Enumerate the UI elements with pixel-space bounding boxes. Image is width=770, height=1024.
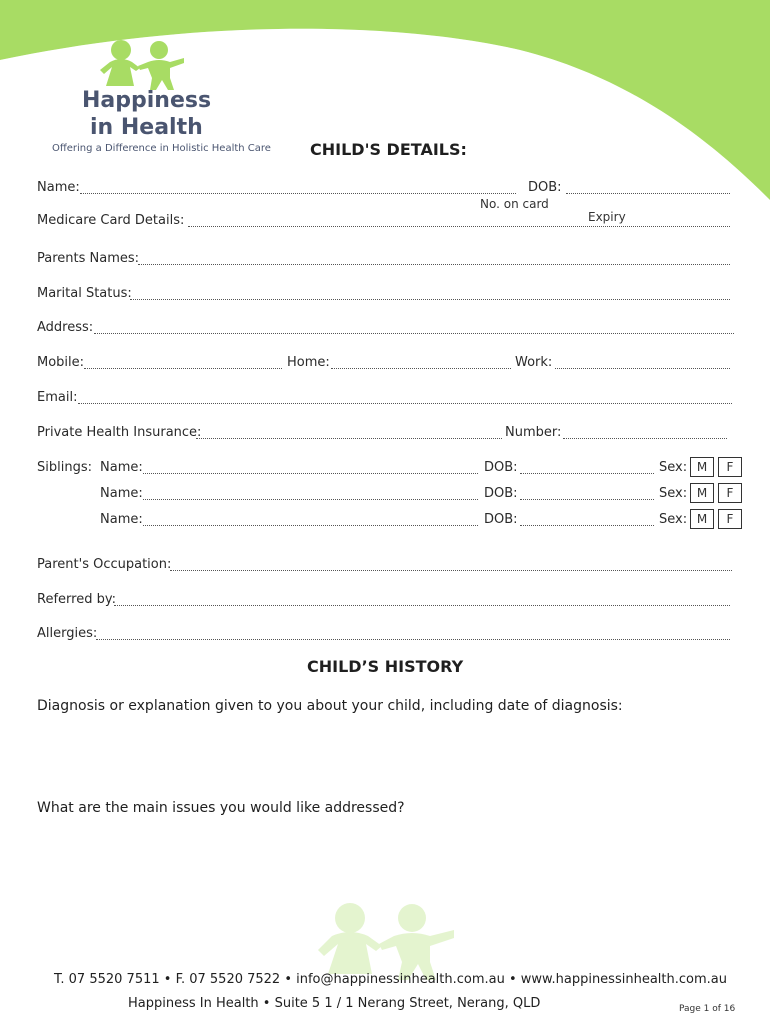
referred-field[interactable] — [114, 605, 730, 606]
dob-field[interactable] — [566, 193, 730, 194]
sibling-3-female-checkbox[interactable]: F — [718, 509, 742, 529]
home-label: Home: — [287, 355, 330, 370]
marital-label: Marital Status: — [37, 286, 132, 301]
sibling-3-name-label: Name: — [100, 512, 143, 527]
brand-name-line1: Happiness — [82, 88, 212, 113]
occupation-field[interactable] — [170, 570, 732, 571]
occupation-label: Parent's Occupation: — [37, 557, 172, 572]
sibling-2-dob-label: DOB: — [484, 486, 518, 501]
child-history-heading: CHILD’S HISTORY — [307, 657, 464, 676]
sibling-3-dob-label: DOB: — [484, 512, 518, 527]
work-field[interactable] — [555, 368, 730, 369]
sibling-2-sex-label: Sex: — [659, 486, 688, 501]
sibling-3-sex-label: Sex: — [659, 512, 688, 527]
name-field[interactable] — [80, 193, 516, 194]
diagnosis-question: Diagnosis or explanation given to you about your child, including date of diagnosis: — [37, 698, 623, 714]
logo-children-icon — [96, 38, 188, 90]
medicare-field[interactable] — [188, 226, 730, 227]
dob-label: DOB: — [528, 180, 562, 195]
sibling-3-name-field[interactable] — [143, 525, 478, 526]
mobile-field[interactable] — [84, 368, 282, 369]
insurance-number-field[interactable] — [563, 438, 727, 439]
no-on-card-label: No. on card — [480, 197, 549, 211]
email-field[interactable] — [78, 403, 732, 404]
sibling-2-dob-field[interactable] — [520, 499, 654, 500]
allergies-label: Allergies: — [37, 626, 98, 641]
siblings-label: Siblings: — [37, 460, 92, 475]
marital-field[interactable] — [130, 299, 730, 300]
diagnosis-answer-area[interactable] — [37, 720, 730, 795]
sibling-1-name-field[interactable] — [143, 473, 478, 474]
sibling-1-female-checkbox[interactable]: F — [718, 457, 742, 477]
child-details-heading: CHILD'S DETAILS: — [310, 140, 467, 159]
sibling-1-sex-label: Sex: — [659, 460, 688, 475]
medicare-label: Medicare Card Details: — [37, 213, 185, 228]
address-label: Address: — [37, 320, 94, 335]
allergies-field[interactable] — [96, 639, 730, 640]
sibling-2-male-checkbox[interactable]: M — [690, 483, 714, 503]
sibling-3-male-checkbox[interactable]: M — [690, 509, 714, 529]
address-field[interactable] — [94, 333, 734, 334]
main-issues-question: What are the main issues you would like addressed? — [37, 800, 405, 816]
home-field[interactable] — [331, 368, 511, 369]
sibling-1-name-label: Name: — [100, 460, 143, 475]
sibling-3-dob-field[interactable] — [520, 525, 654, 526]
insurance-label: Private Health Insurance: — [37, 425, 202, 440]
parents-label: Parents Names: — [37, 251, 140, 266]
sibling-2-female-checkbox[interactable]: F — [718, 483, 742, 503]
parents-field[interactable] — [138, 264, 730, 265]
logo-watermark-icon — [312, 900, 460, 982]
sibling-1-male-checkbox[interactable]: M — [690, 457, 714, 477]
name-label: Name: — [37, 180, 80, 195]
sibling-2-name-label: Name: — [100, 486, 143, 501]
footer-contact: T. 07 5520 7511 • F. 07 5520 7522 • info@happinessinhealth.com.au • www.happinessinhealth.com.au — [54, 972, 727, 987]
insurance-number-label: Number: — [505, 425, 562, 440]
email-label: Email: — [37, 390, 78, 405]
expiry-label: Expiry — [588, 210, 626, 224]
brand-tagline: Offering a Difference in Holistic Health Care — [52, 143, 271, 154]
footer-address: Happiness In Health • Suite 5 1 / 1 Nerang Street, Nerang, QLD — [128, 996, 541, 1011]
work-label: Work: — [515, 355, 553, 370]
sibling-1-dob-field[interactable] — [520, 473, 654, 474]
mobile-label: Mobile: — [37, 355, 85, 370]
brand-name-line2: in Health — [90, 115, 203, 140]
insurance-field[interactable] — [196, 438, 502, 439]
sibling-1-dob-label: DOB: — [484, 460, 518, 475]
sibling-2-name-field[interactable] — [143, 499, 478, 500]
referred-label: Referred by: — [37, 592, 116, 607]
page-number: Page 1 of 16 — [679, 1004, 736, 1014]
